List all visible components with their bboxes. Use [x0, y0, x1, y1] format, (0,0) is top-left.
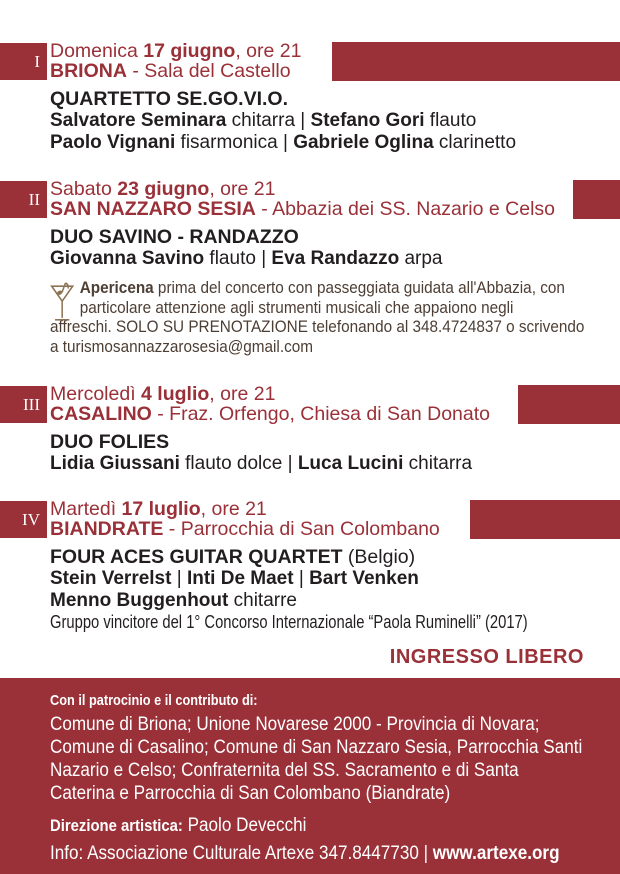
artistic-director-name: Paolo Devecchi	[182, 815, 307, 836]
ensemble-name: QUARTETTO SE.GO.VI.O.	[50, 88, 288, 110]
date-line: Domenica 17 giugno, ore 21	[50, 40, 302, 62]
sponsor-list	[50, 713, 620, 805]
date-line: Martedì 17 luglio, ore 21	[50, 498, 267, 520]
event-numeral-block	[0, 43, 47, 80]
event-numeral: IV	[22, 509, 40, 529]
header-accent-bar	[518, 385, 620, 424]
sponsor-line: Comune di Casalino; Comune di San Nazzaro Sesia, Parrocchia Santi	[50, 737, 583, 758]
note-line: affreschi. SOLO SU PRENOTAZIONE telefonando al 348.4724837 o scrivendo	[50, 317, 585, 336]
footer-credits	[0, 678, 620, 874]
event-section-4	[0, 500, 620, 633]
sponsor-line: Nazario e Celso; Confraternita del SS. Sacramento e di Santa	[50, 760, 519, 781]
performer-line: Stein Verrelst | Inti De Maet | Bart Venken	[50, 568, 419, 589]
location-line: BIANDRATE - Parrocchia di San Colombano	[50, 517, 440, 540]
header-accent-bar	[470, 500, 620, 539]
website-text: www.artexe.org	[432, 843, 560, 864]
event-numeral-block	[0, 386, 47, 423]
event-numeral: III	[23, 394, 40, 414]
note-line: Apericena prima del concerto con passeggiata guidata all'Abbazia, con	[79, 278, 565, 297]
performer-line: Lidia Giussani flauto dolce | Luca Lucini chitarra	[50, 453, 473, 474]
note-line-email: a turismosannazzarosesia@gmail.com	[50, 336, 313, 356]
sponsor-line: Comune di Briona; Unione Novarese 2000 - Provincia di Novara;	[50, 714, 540, 735]
sponsor-line: Caterina e Parrocchia di San Colombano (Biandrate)	[50, 783, 451, 804]
artistic-direction-line	[50, 815, 620, 837]
location-line: CASALINO - Fraz. Orfengo, Chiesa di San Donato	[50, 402, 491, 425]
event-section-2	[0, 180, 620, 356]
header-accent-bar	[573, 180, 620, 219]
ensemble-name: DUO SAVINO - RANDAZZO	[50, 226, 299, 248]
header-accent-bar	[332, 42, 620, 81]
event-content	[50, 180, 620, 356]
ensemble-name: FOUR ACES GUITAR QUARTET (Belgio)	[50, 546, 416, 568]
date-line: Sabato 23 giugno, ore 21	[50, 178, 276, 200]
cocktail-music-icon	[50, 280, 75, 331]
event-numeral-block	[0, 181, 47, 218]
artistic-direction-label: Direzione artistica:	[50, 817, 183, 835]
event-numeral-block	[0, 501, 47, 538]
location-line: BRIONA - Sala del Castello	[50, 59, 291, 82]
award-line: Gruppo vincitore del 1° Concorso Internazionale “Paola Ruminelli” (2017)	[50, 612, 528, 632]
info-line: Info: Associazione Culturale Artexe 347.8447730 | www.artexe.org	[50, 843, 560, 864]
performer-line: Salvatore Seminara chitarra | Stefano Gori flauto	[50, 110, 477, 131]
performer-line: Menno Buggenhout chitarre	[50, 590, 297, 611]
note-line: particolare attenzione agli strumenti musicali che appaiono negli	[79, 297, 514, 317]
event-numeral: I	[34, 51, 40, 71]
ensemble-name: DUO FOLIES	[50, 431, 170, 453]
date-line: Mercoledì 4 luglio, ore 21	[50, 383, 276, 405]
event-section-3	[0, 385, 620, 475]
event-section-1	[0, 42, 620, 154]
event-numeral: II	[28, 189, 40, 209]
patronage-heading: Con il patrocinio e il contributo di:	[50, 692, 258, 709]
free-entry-label: INGRESSO LIBERO	[389, 646, 584, 668]
location-line: SAN NAZZARO SESIA - Abbazia dei SS. Nazario e Celso	[50, 197, 556, 220]
apericena-note	[50, 278, 620, 356]
performer-line: Giovanna Savino flauto | Eva Randazzo arpa	[50, 248, 443, 269]
performer-line: Paolo Vignani fisarmonica | Gabriele Oglina clarinetto	[50, 132, 517, 153]
